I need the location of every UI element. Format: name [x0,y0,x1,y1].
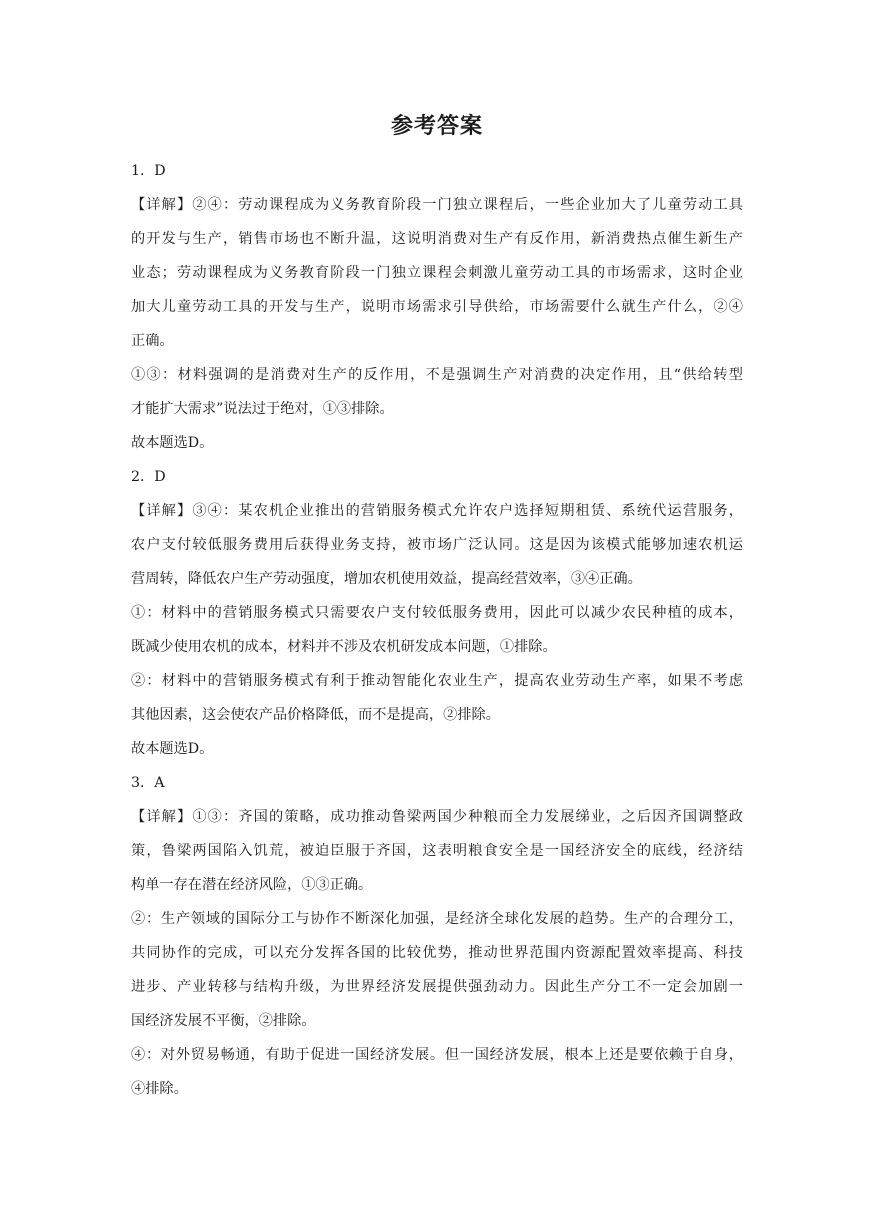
text-line: 故本题选D。 [131,435,214,451]
text-line: 进步、产业转移与结构升级，为世界经济发展提供强劲动力。因此生产分工不一定会加剧一 [131,979,743,995]
answer-document [131,112,743,1106]
text-line: 3．A [131,775,165,791]
text-line: 【详解】③④：某农机企业推出的营销服务模式允许农户选择短期租赁、系统代运营服务， [131,503,743,519]
text-line: 正确。 [131,333,174,349]
text-line: 才能扩大需求”说法过于绝对，①③排除。 [131,401,394,417]
text-line: 构单一存在潜在经济风险，①③正确。 [131,877,373,893]
text-line: 加大儿童劳动工具的开发与生产，说明市场需求引导供给，市场需要什么就生产什么，②④ [131,299,743,315]
page-title: 参考答案 [390,114,483,139]
text-line: ④排除。 [131,1081,188,1097]
text-line: ①：材料中的营销服务模式只需要农户支付较低服务费用，因此可以减少农民种植的成本， [131,605,743,621]
text-line: 其他因素，这会使农产品价格降低，而不是提高，②排除。 [131,707,500,723]
text-line: 营周转，降低农户生产劳动强度，增加农机使用效益，提高经营效率，③④正确。 [131,571,642,587]
text-line: 故本题选D。 [131,741,214,757]
text-line: 国经济发展不平衡，②排除。 [131,1013,316,1029]
text-line: 业态；劳动课程成为义务教育阶段一门独立课程会刺激儿童劳动工具的市场需求，这时企业 [131,265,743,281]
text-line: 【详解】①③：齐国的策略，成功推动鲁梁两国少种粮而全力发展绨业，之后因齐国调整政 [131,809,743,825]
text-line: 策，鲁梁两国陷入饥荒，被迫臣服于齐国，这表明粮食安全是一国经济安全的底线，经济结 [131,843,743,859]
text-line: 1．D [131,163,166,179]
text-line: ④：对外贸易畅通，有助于促进一国经济发展。但一国经济发展，根本上还是要依赖于自身， [131,1047,743,1063]
text-line: 2．D [131,469,166,485]
text-line: 共同协作的完成，可以充分发挥各国的比较优势，推动世界范围内资源配置效率提高、科技 [131,945,743,961]
text-line: ②：生产领域的国际分工与协作不断深化加强，是经济全球化发展的趋势。生产的合理分工， [131,911,743,927]
answer-body [131,154,743,1106]
text-line: ②：材料中的营销服务模式有利于推动智能化农业生产，提高农业劳动生产率，如果不考虑 [131,673,743,689]
text-line: 的开发与生产，销售市场也不断升温，这说明消费对生产有反作用，新消费热点催生新生产 [131,231,743,247]
text-line: 既减少使用农机的成本，材料并不涉及农机研发成本问题，①排除。 [131,639,557,655]
text-line: ①③：材料强调的是消费对生产的反作用，不是强调生产对消费的决定作用，且“供给转型 [131,367,743,383]
text-line: 【详解】②④：劳动课程成为义务教育阶段一门独立课程后，一些企业加大了儿童劳动工具 [131,197,743,213]
text-line: 农户支付较低服务费用后获得业务支持，被市场广泛认同。这是因为该模式能够加速农机运 [131,537,743,553]
